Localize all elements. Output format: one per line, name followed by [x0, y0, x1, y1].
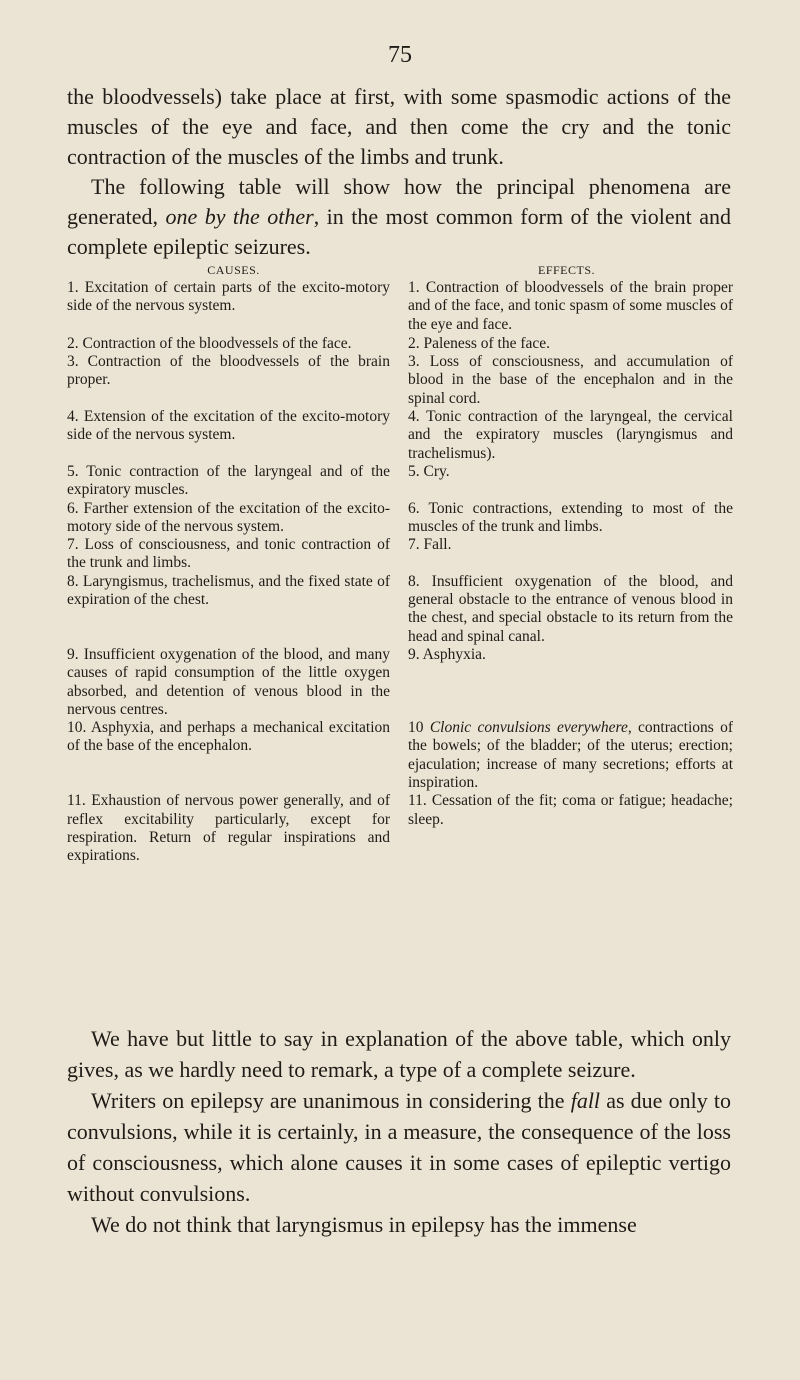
table-row [67, 500, 733, 537]
body-paragraph: We do not think that laryngismus in epilepsy has the immense [91, 1212, 637, 1237]
text-run: The following table will show how the principal phenomena are generated, [67, 174, 731, 229]
table-row [67, 573, 733, 646]
cause-cell: 10. Asphyxia, and perhaps a mechanical excitation of the base of the encephalon. [67, 719, 390, 755]
table-row [67, 463, 733, 500]
italic-phrase: fall [570, 1088, 601, 1113]
text-run: Writers on epilepsy are unanimous in considering the [91, 1088, 571, 1113]
page-number: 75 [388, 42, 412, 68]
text-run: , contractions of the bowels; of the bladder; of the uterus; erection; ejaculation; increase of many secretions; efforts at inspiration. [408, 719, 734, 792]
cause-cell: 9. Insufficient oxygenation of the blood, and many causes of rapid consumption of the little oxygen absorbed, and detention of venous blood in the nervous centres. [67, 645, 390, 718]
closing-text [67, 1023, 731, 1240]
effect-cell: 5. Cry. [408, 462, 450, 480]
cause-cell: 3. Contraction of the bloodvessels of the brain proper. [67, 353, 390, 389]
table-row [67, 279, 733, 334]
italic-phrase: one by the other [165, 204, 314, 229]
intro-paragraph: the bloodvessels) take place at first, with some spasmodic actions of the muscles of the eye and face, and then come the cry and the tonic contraction of the muscles of the limbs and trunk. [67, 84, 731, 169]
text-run: as due only to convulsions, while it is certainly, in a measure, the consequence of the loss of consciousness, which alone causes it in some cases of epileptic vertigo without convulsions. [67, 1088, 731, 1206]
effect-cell: 4. Tonic contraction of the laryngeal, the cervical and the expiratory muscles (laryngismus and trachelismus). [408, 408, 733, 462]
italic-phrase: Clonic convulsions everywhere [429, 719, 628, 737]
cause-cell: 7. Loss of consciousness, and tonic contraction of the trunk and limbs. [67, 536, 390, 572]
effects-header: EFFECTS. [537, 263, 595, 277]
table-row [67, 792, 733, 865]
effect-cell: 11. Cessation of the fit; coma or fatigue; headache; sleep. [408, 792, 733, 828]
cause-cell: 6. Farther extension of the excitation of the excito-motory side of the nervous system. [67, 499, 390, 535]
effect-cell: 9. Asphyxia. [408, 645, 486, 663]
cause-cell: 2. Contraction of the bloodvessels of the face. [67, 334, 352, 352]
text-run: 10 [408, 719, 430, 737]
causes-header: CAUSES. [207, 263, 260, 277]
effect-cell: 3. Loss of consciousness, and accumulation of blood in the base of the encephalon and in the spinal cord. [408, 353, 733, 407]
cause-cell: 5. Tonic contraction of the laryngeal and of the expiratory muscles. [67, 462, 390, 499]
text-run: , in the most common form of the violent and complete epileptic seizures. [67, 204, 731, 259]
body-paragraph: We have but little to say in explanation of the above table, which only gives, as we hardly need to remark, a type of a complete seizure. [67, 1026, 731, 1082]
cause-cell: 1. Excitation of certain parts of the excito-motory side of the nervous system. [67, 279, 390, 315]
table-row [67, 408, 733, 463]
table-row [67, 646, 733, 719]
table-row [67, 719, 733, 792]
body-paragraph [67, 1085, 731, 1209]
table-row [67, 335, 733, 353]
causes-effects-table [67, 261, 733, 866]
effect-cell: 8. Insufficient oxygenation of the blood, and general obstacle to the entrance of venous blood in the chest, and special obstacle to its return from the head and spinal canal. [408, 572, 733, 645]
effect-cell [400, 719, 733, 792]
cause-cell: 11. Exhaustion of nervous power generally, and of reflex excitability particularly, except for respiration. Return of regular inspirations and expirations. [67, 792, 390, 865]
effect-cell: 7. Fall. [408, 536, 452, 554]
cause-cell: 4. Extension of the excitation of the excito-motory side of the nervous system. [67, 408, 390, 444]
cause-cell: 8. Laryngismus, trachelismus, and the fixed state of expiration of the chest. [67, 572, 390, 609]
effect-cell: 2. Paleness of the face. [408, 334, 551, 352]
intro-text [67, 82, 731, 262]
table-row [67, 536, 733, 573]
table-row [67, 353, 733, 408]
table-header [67, 261, 733, 279]
intro-paragraph [67, 172, 731, 262]
effect-cell: 6. Tonic contractions, extending to most of the muscles of the trunk and limbs. [408, 499, 733, 535]
effect-cell: 1. Contraction of bloodvessels of the brain proper and of the face, and tonic spasm of some muscles of the eye and face. [408, 279, 733, 333]
